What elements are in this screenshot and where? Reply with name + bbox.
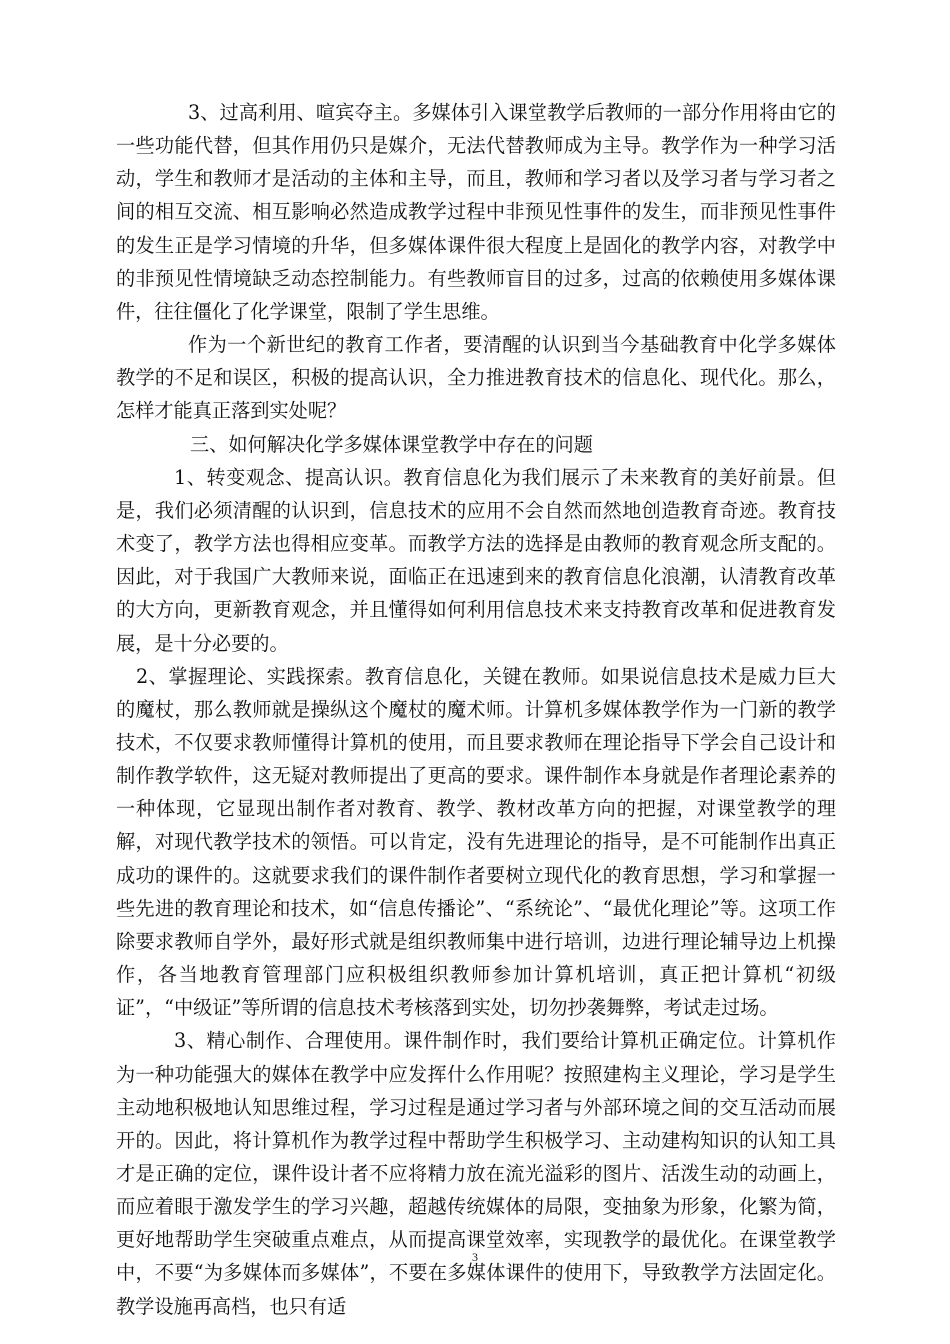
- paragraph-master-theory: 2、掌握理论、实践探索。教育信息化，关键在教师。如果说信息技术是威力巨大的魔杖，那么教师就是操纵这个魔杖的魔术师。计算机多媒体教学作为一门新的教学技术，不仅要求教师懂得计算机的使用，而且要求教师在理论指导下学会自己设计和制作教学软件，这无疑对教师提出了更高的要求。课件制作本身就是作者理论素养的一种体现，它显现出制作者对教育、教学、教材改革方向的把握，对课堂教学的理解，对现代教学技术的领悟。可以肯定，没有先进理论的指导，是不可能制作出真正成功的课件的。这就要求我们的课件制作者要树立现代化的教育思想，学习和掌握一些先进的教育理论和技术，如“信息传播论”、“系统论”、“最优化理论”等。这项工作除要求教师自学外，最好形式就是组织教师集中进行培训，边进行理论辅导边上机操作，各当地教育管理部门应积极组织教师参加计算机培训，真正把计算机“初级证”，“中级证”等所谓的信息技术考核落到实处，切勿抄袭舞弊，考试走过场。: [116, 664, 836, 1020]
- paragraph-careful-production: 3、精心制作、合理使用。课件制作时，我们要给计算机正确定位。计算机作为一种功能强大的媒体在教学中应发挥什么作用呢？按照建构主义理论，学习是学生主动地积极地认知思维过程，学习过程是通过学习者与外部环境之间的交互活动而展开的。因此，将计算机作为教学过程中帮助学生积极学习、主动建构知识的认知工具才是正确的定位，课件设计者不应将精力放在流光溢彩的图片、活泼生动的动画上，而应着眼于激发学生的学习兴趣，超越传统媒体的局限，变抽象为形象，化繁为简，更好地帮助学生突破重点难点，从而提高课堂效率，实现教学的最优化。在课堂教学中，不要“为多媒体而多媒体”，不要在多媒体课件的使用下，导致教学方法固定化。教学设施再高档，也只有适: [116, 1029, 836, 1318]
- body-text: [116, 96, 836, 1323]
- paragraph-change-concepts: 1、转变观念、提高认识。教育信息化为我们展示了未来教育的美好前景。但是，我们必须清醒的认识到，信息技术的应用不会自然而然地创造教育奇迹。教育技术变了，教学方法也得相应变革。而教学方法的选择是由教师的教育观念所支配的。因此，对于我国广大教师来说，面临正在迅速到来的教育信息化浪潮，认清教育改革的大方向，更新教育观念，并且懂得如何利用信息技术来支持教育改革和促进教育发展，是十分必要的。: [116, 465, 836, 655]
- paragraph-overuse: 3、过高利用、喧宾夺主。多媒体引入课堂教学后教师的一部分作用将由它的一些功能代替，但其作用仍只是媒介，无法代替教师成为主导。教学作为一种学习活动，学生和教师才是活动的主体和主导，而且，教师和学习者以及学习者与学习者之间的相互交流、相互影响必然造成教学过程中非预见性事件的发生，而非预见性事件的发生正是学习情境的升华，但多媒体课件很大程度上是固化的教学内容，对教学中的非预见性情境缺乏动态控制能力。有些教师盲目的过多，过高的依赖使用多媒体课件，往往僵化了化学课堂，限制了学生思维。: [116, 101, 836, 323]
- section-heading: 三、如何解决化学多媒体课堂教学中存在的问题: [190, 432, 593, 456]
- page-number: 3: [472, 1250, 478, 1264]
- paragraph-educator-awareness: 作为一个新世纪的教育工作者，要清醒的认识到当今基础教育中化学多媒体教学的不足和误区，积极的提高认识，全力推进教育技术的信息化、现代化。那么，怎样才能真正落到实处呢？: [116, 333, 836, 423]
